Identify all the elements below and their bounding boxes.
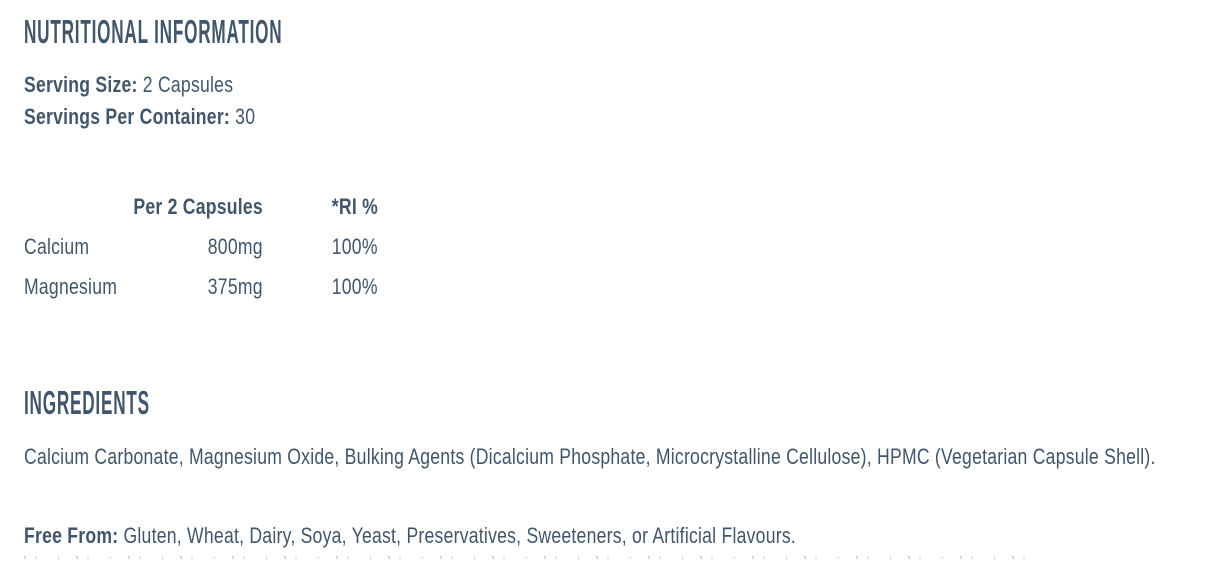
table-cell-amount xyxy=(24,274,263,300)
serving-size-value: 2 Capsules xyxy=(142,72,234,97)
servings-per-container-value: 30 xyxy=(235,104,256,129)
table-row xyxy=(24,274,544,302)
nutrient-ri: 100% xyxy=(332,274,378,299)
ingredients-text: Calcium Carbonate, Magnesium Oxide, Bulking Agents (Dicalcium Phosphate, Microcrystalline Cellulose), HPMC (Vegetarian Capsule Shell). xyxy=(24,444,1156,469)
ingredients-title xyxy=(24,385,266,421)
free-from-text: Gluten, Wheat, Dairy, Soya, Yeast, Preservatives, Sweeteners, or Artificial Flavours. xyxy=(123,523,797,548)
ingredients-text-row xyxy=(24,444,1214,470)
column-header-per-serving: Per 2 Capsules xyxy=(133,194,263,219)
cutoff-text-fragment xyxy=(24,556,1029,559)
nutrient-amount: 800mg xyxy=(207,234,263,259)
serving-size-row xyxy=(24,72,286,98)
nutrient-amount: 375mg xyxy=(207,274,263,299)
column-header-ri: *RI % xyxy=(331,194,379,219)
table-header-cell-ri xyxy=(289,194,421,220)
table-cell-ri xyxy=(289,234,421,260)
nutrition-title-text: NUTRITIONAL INFORMATION xyxy=(24,13,283,50)
nutrient-name: Calcium xyxy=(24,234,90,259)
nutrient-ri: 100% xyxy=(332,234,378,259)
ingredients-title-text: INGREDIENTS xyxy=(24,384,150,421)
free-from-label: Free From: xyxy=(24,523,119,548)
servings-per-container-row xyxy=(24,104,313,130)
table-header-row xyxy=(24,194,544,222)
nutrition-title xyxy=(24,14,521,50)
table-header-cell-amount xyxy=(24,194,263,220)
serving-size-label: Serving Size: xyxy=(24,72,138,97)
nutrient-name: Magnesium xyxy=(24,274,118,299)
table-row xyxy=(24,234,544,262)
table-cell-ri xyxy=(289,274,421,300)
servings-per-container-label: Servings Per Container: xyxy=(24,104,231,129)
free-from-row xyxy=(24,523,989,549)
table-cell-amount xyxy=(24,234,263,260)
